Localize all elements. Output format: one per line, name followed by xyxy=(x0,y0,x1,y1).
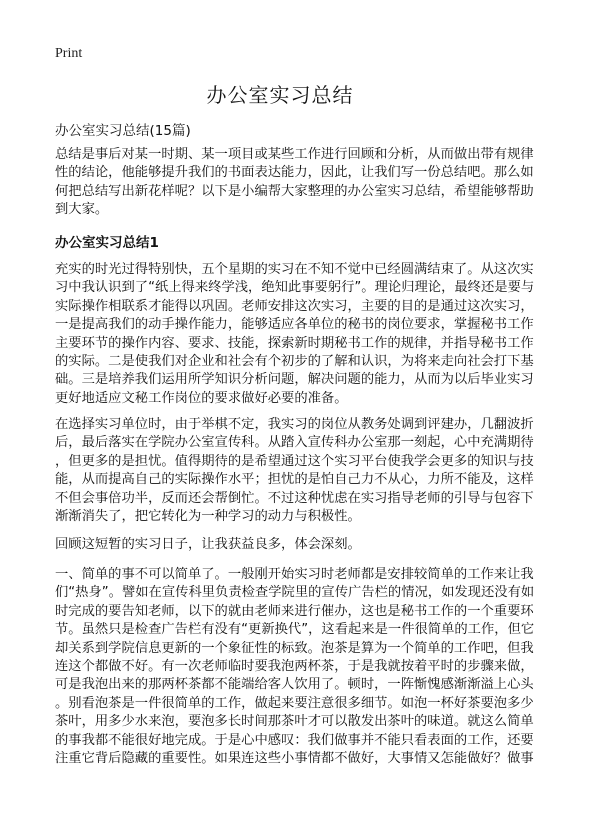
document-subtitle: 办公室实习总结(15篇) xyxy=(55,123,191,139)
text-line: 。别看泡茶是一件很简单的工作，做起来要注意很多细节。如泡一杯好茶要泡多少 xyxy=(55,695,534,711)
text-line: 茶叶，用多少水来泡，要泡多长时间那茶叶才可以散发出茶叶的味道。就这么简单 xyxy=(55,714,534,730)
text-line: 一是提高我们的动手操作能力，能够适应各单位的秘书的岗位要求，掌握秘书工作 xyxy=(55,317,534,333)
text-line: 后，最后落实在学院办公室宣传科。从踏入宣传科办公室那一刻起，心中充满期待 xyxy=(55,435,534,451)
page-title: 办公室实习总结 xyxy=(206,83,354,107)
text-line: 能，从而提高自己的实际操作水平；担忧的是怕自己力不从心，力所不能及，这样 xyxy=(55,472,534,488)
text-line: 渐渐消失了，把它转化为一种学习的动力与积极性。 xyxy=(55,509,361,525)
text-line: 却关系到学院信息更新的一个象征性的标致。泡茶是算为一个简单的工作吧，但我 xyxy=(55,640,534,656)
paragraph-4 xyxy=(55,566,534,768)
text-line: 可是我泡出来的那两杯茶都不能端给客人饮用了。顿时，一阵惭愧感渐渐溢上心头 xyxy=(55,677,534,693)
text-line: 不但会事倍功半，反而还会帮倒忙。不过这种忧虑在实习指导老师的引导与包容下 xyxy=(55,490,534,506)
text-line: 注重它背后隐藏的重要性。如果连这些小事情都不做好，大事情又怎能做好？做事 xyxy=(55,751,534,767)
text-line: 的事我都不能很好地完成。于是心中感叹：我们做事并不能只看表面的工作，还要 xyxy=(55,732,534,748)
text-line: 总结是事后对某一时期、某一项目或某些工作进行回顾和分析，从而做出带有规律 xyxy=(55,147,534,162)
paragraph-2 xyxy=(55,416,534,526)
text-line: 回顾这短暂的实习日子，让我获益良多，体会深刻。 xyxy=(55,537,361,552)
text-line: 连这个都做不好。有一次老师临时要我泡两杯茶，于是我就按着平时的步骤来做， xyxy=(55,659,534,675)
text-line: 础。三是培养我们运用所学知识分析问题，解决问题的能力，从而为以后毕业实习 xyxy=(55,372,534,388)
text-line: 充实的时光过得特别快，五个星期的实习在不知不觉中已经圆满结束了。从这次实 xyxy=(55,262,534,277)
text-line: 的实际。二是使我们对企业和社会有个初步的了解和认识，为将来走向社会打下基 xyxy=(55,354,534,370)
text-line: 何把总结写出新花样呢？以下是小编帮大家整理的办公室实习总结，希望能够帮助 xyxy=(55,183,534,199)
text-line: 主要环节的操作内容、要求、技能，探索新时期秘书工作的规律，并指导秘书工作 xyxy=(55,335,534,351)
paragraph-3 xyxy=(55,536,361,554)
text-line: 性的结论，他能够提升我们的书面表达能力，因此，让我们写一份总结吧。那么如 xyxy=(55,165,534,181)
text-line: 到大家。 xyxy=(55,202,109,218)
text-line: 们“热身”。譬如在宣传科里负责检查学院里的宣传广告栏的情况，如发现还没有如 xyxy=(55,585,535,601)
intro-paragraph xyxy=(55,146,534,220)
text-line: 一、简单的事不可以简单了。一般刚开始实习时老师都是安排较简单的工作来让我 xyxy=(55,567,534,582)
print-link[interactable]: Print xyxy=(55,46,83,61)
text-line: 时完成的要告知老师，以下的就由老师来进行催办，这也是秘书工作的一个重要环 xyxy=(55,603,534,619)
text-line: ，但更多的是担忧。值得期待的是希望通过这个实习平台使我学会更多的知识与技 xyxy=(55,453,534,469)
text-line: 更好地适应文秘工作岗位的要求做好必要的准备。 xyxy=(55,390,348,406)
paragraph-1 xyxy=(55,261,534,408)
section-heading: 办公室实习总结1 xyxy=(55,235,159,251)
text-line: 实际操作相联系才能得以巩固。老师安排这次实习，主要的目的是通过这次实习， xyxy=(55,298,534,314)
text-line: 习中我认识到了“纸上得来终学浅，绝知此事要躬行”。理论归理论，最终还是要与 xyxy=(55,280,535,296)
text-line: 在选择实习单位时，由于举棋不定，我实习的岗位从教务处调到评建办，几翻波折 xyxy=(55,417,534,432)
text-line: 节。虽然只是检查广告栏有没有“更新换代”，这看起来是一件很简单的工作，但它 xyxy=(55,622,535,638)
